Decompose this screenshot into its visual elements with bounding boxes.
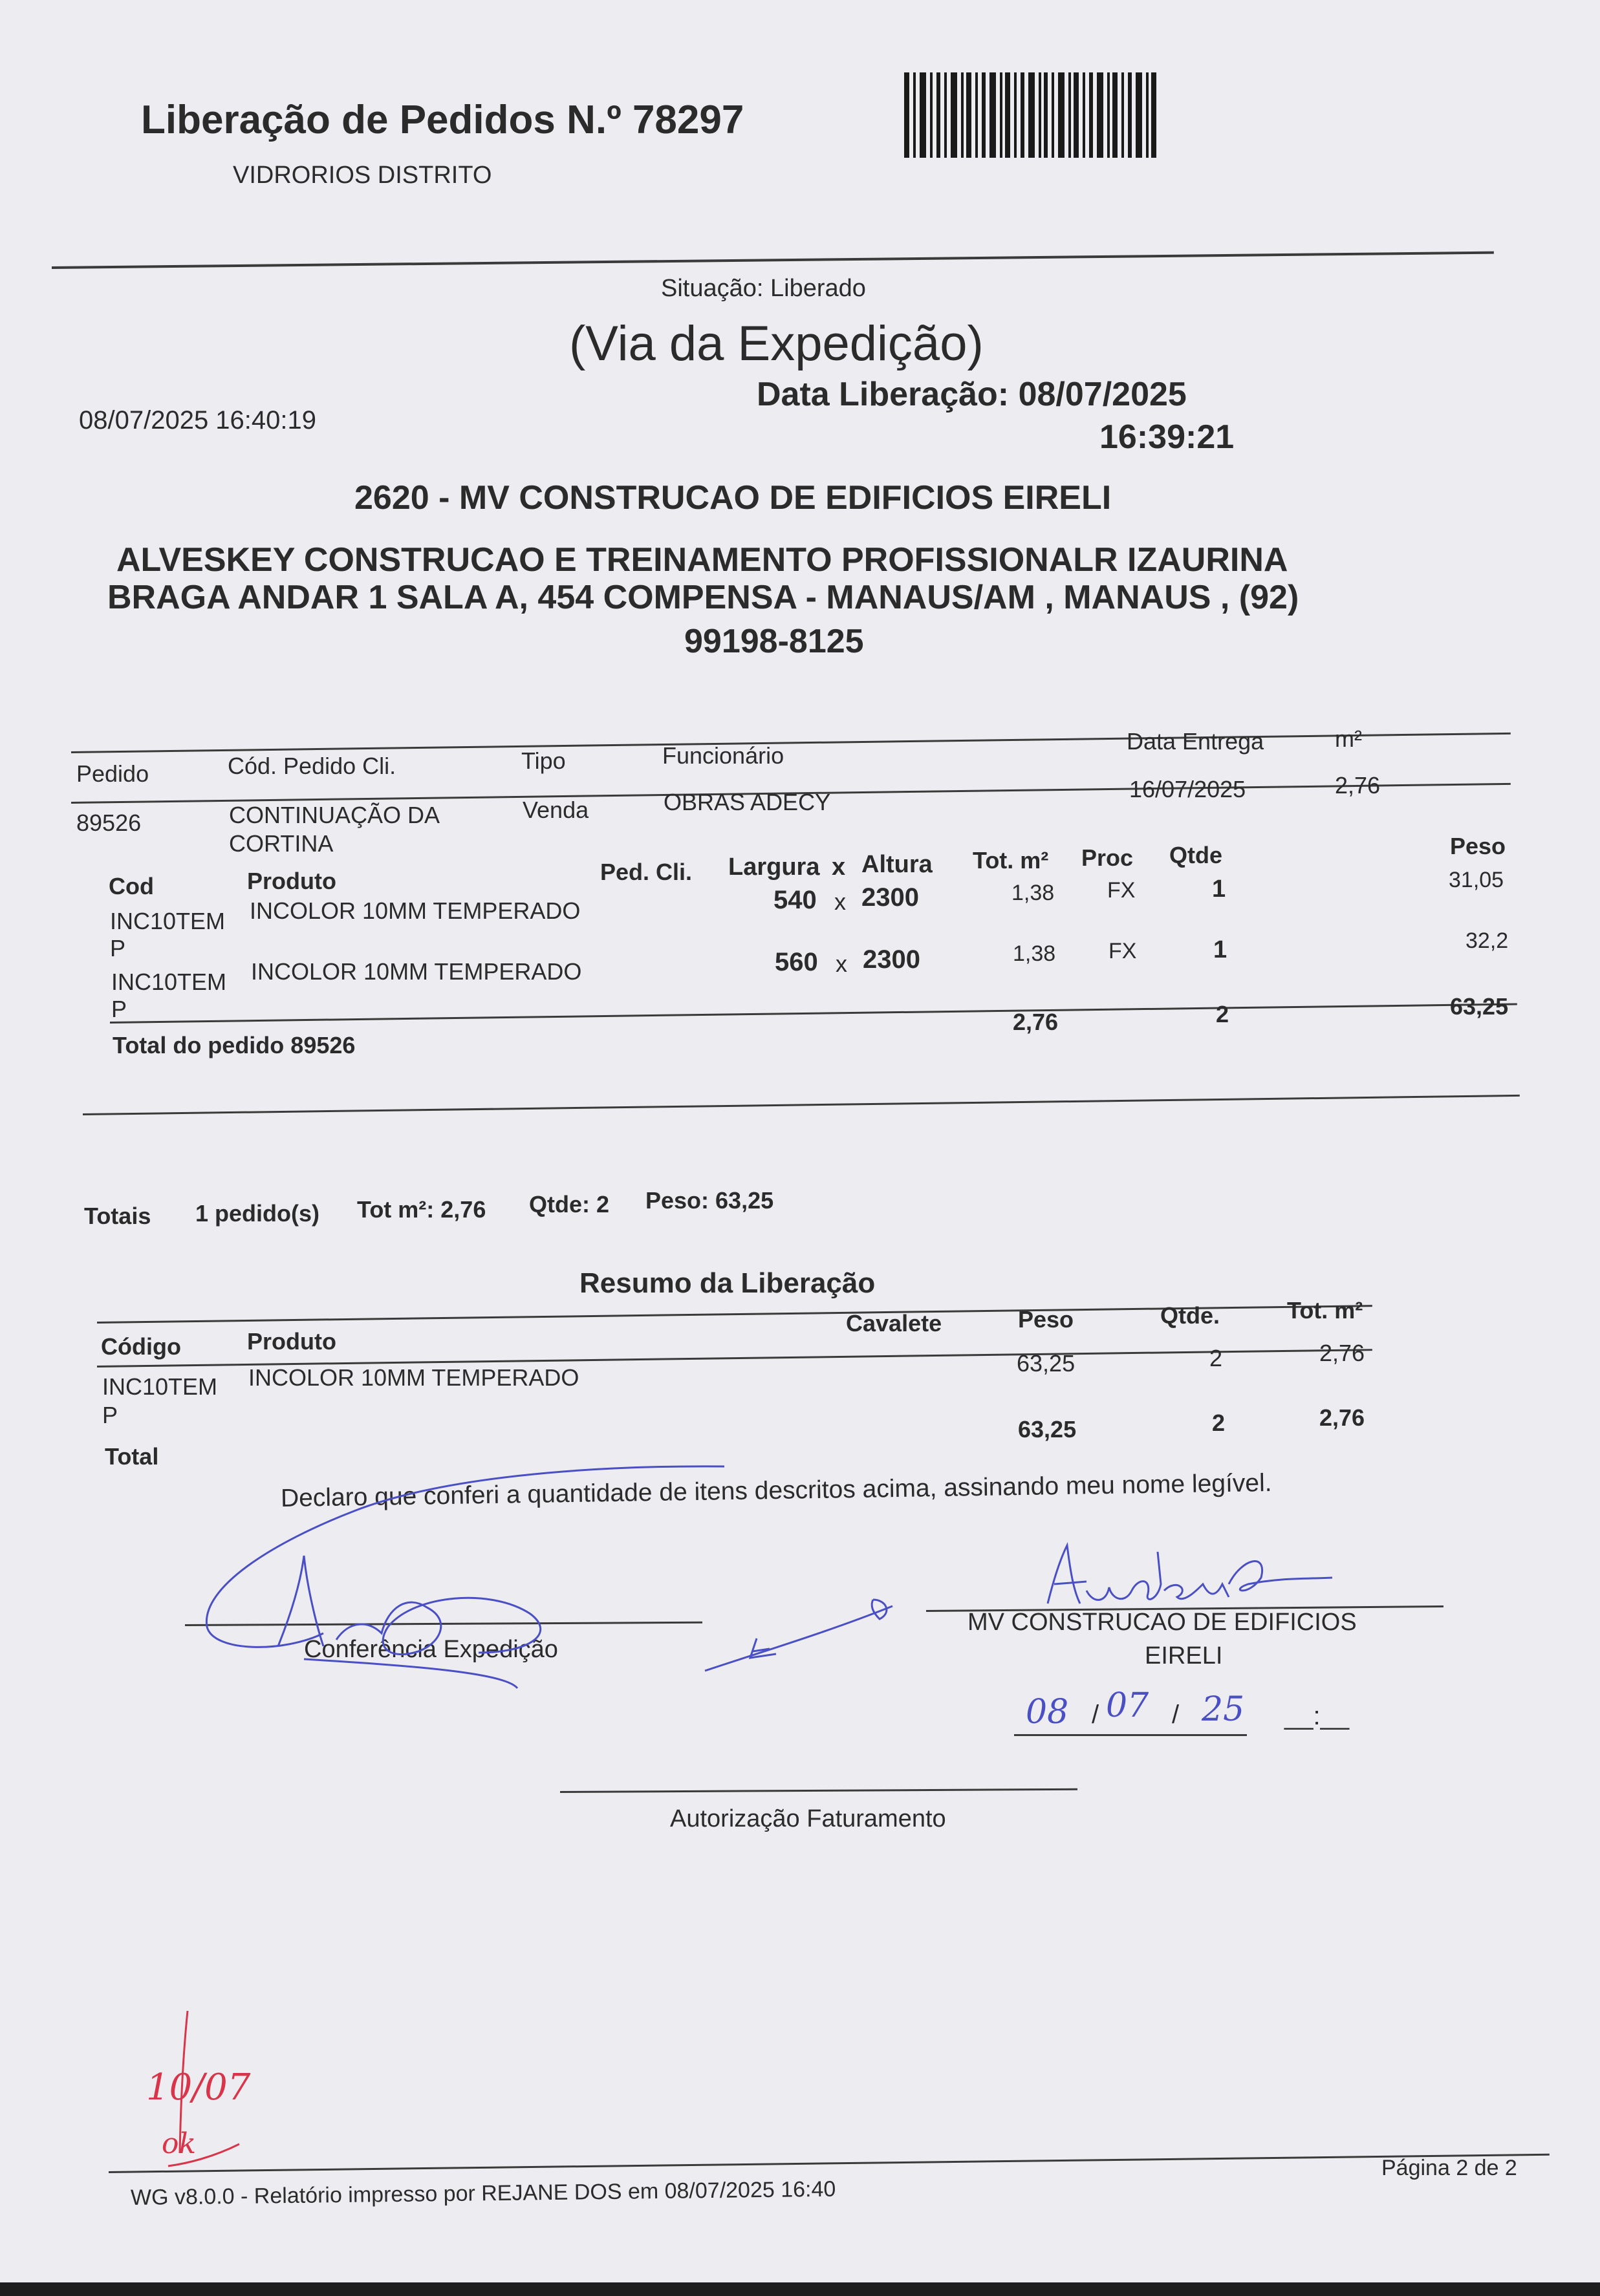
item-cod-cont: P — [111, 996, 127, 1022]
col-header-cod-pedido-cli: Cód. Pedido Cli. — [228, 753, 396, 779]
item-tot-m2: 1,38 — [1013, 941, 1056, 966]
item-header-x: x — [832, 853, 846, 881]
item-qtde: 1 — [1212, 875, 1226, 903]
time-blank: __:__ — [1284, 1702, 1350, 1730]
client-name: 2620 - MV CONSTRUCAO DE EDIFICIOS EIRELI — [354, 479, 1112, 517]
item-cod: INC10TEM — [110, 908, 226, 934]
item-tot-m2: 1,38 — [1011, 881, 1055, 905]
order-total-qtde: 2 — [1216, 1001, 1229, 1027]
item-cod: INC10TEM — [111, 969, 227, 995]
date-separator-1: / — [1092, 1701, 1099, 1729]
resumo-produto: INCOLOR 10MM TEMPERADO — [248, 1364, 579, 1391]
client-phone: 99198-8125 — [684, 623, 864, 660]
resumo-header-qtde: Qtde. — [1160, 1302, 1220, 1329]
totais-label: Totais — [84, 1203, 151, 1229]
signature-date-month: 07 — [1106, 1686, 1149, 1725]
handwritten-note-ok: ok — [162, 2127, 197, 2160]
item-largura: 540 — [773, 886, 817, 914]
item-x: x — [834, 888, 846, 915]
data-liberacao: Data Liberação: 08/07/2025 — [757, 376, 1187, 413]
resumo-total-peso: 63,25 — [1018, 1416, 1077, 1443]
order-total-label: Total do pedido 89526 — [113, 1032, 356, 1058]
col-header-tipo: Tipo — [521, 747, 566, 774]
item-largura: 560 — [775, 948, 818, 976]
item-altura: 2300 — [863, 945, 920, 974]
signature-line-autorizacao — [560, 1788, 1077, 1793]
item-header-proc: Proc — [1081, 844, 1134, 871]
header-divider — [52, 252, 1494, 269]
order-m2: 2,76 — [1335, 772, 1381, 799]
handwritten-note-date: 10/07 — [146, 2066, 251, 2108]
col-header-data-entrega: Data Entrega — [1127, 728, 1264, 755]
signature-company-handwritten — [1035, 1539, 1339, 1623]
signature-label-company-1: MV CONSTRUCAO DE EDIFICIOS — [968, 1609, 1357, 1636]
data-liberacao-time: 16:39:21 — [1099, 418, 1235, 456]
declaration-text: Declaro que conferi a quantidade de itens descritos acima, assinando meu nome legível. — [280, 1468, 1272, 1512]
order-funcionario: OBRAS ADECY — [664, 789, 831, 815]
resumo-qtde: 2 — [1209, 1345, 1223, 1371]
item-header-ped-cli: Ped. Cli. — [600, 859, 693, 885]
item-cod-cont: P — [110, 935, 126, 961]
footer-rule — [109, 2154, 1550, 2173]
item-header-produto: Produto — [247, 868, 336, 894]
totais-peso: Peso: 63,25 — [645, 1187, 774, 1214]
order-total-tot-m2: 2,76 — [1013, 1009, 1059, 1035]
resumo-header-peso: Peso — [1018, 1306, 1074, 1333]
order-data-entrega: 16/07/2025 — [1129, 776, 1246, 802]
item-header-altura: Altura — [861, 851, 933, 878]
resumo-header-codigo: Código — [101, 1333, 181, 1360]
document-title: Liberação de Pedidos N.º 78297 — [141, 98, 744, 142]
signature-label-autorizacao: Autorização Faturamento — [670, 1805, 946, 1832]
resumo-title: Resumo da Liberação — [579, 1267, 876, 1299]
client-address-line1: ALVESKEY CONSTRUCAO E TREINAMENTO PROFISSIONALR IZAURINA — [116, 541, 1288, 579]
totais-tot-m2: Tot m²: 2,76 — [357, 1196, 486, 1223]
col-header-funcionario: Funcionário — [662, 742, 784, 769]
signature-conferencia-handwritten — [194, 1459, 737, 1691]
item-header-tot-m2: Tot. m² — [973, 847, 1049, 874]
date-separator-2: / — [1172, 1701, 1180, 1729]
col-header-pedido: Pedido — [76, 760, 149, 787]
resumo-header-cavalete: Cavalete — [846, 1310, 942, 1336]
col-header-m2: m² — [1335, 725, 1362, 752]
order-table-top-rule — [71, 733, 1511, 753]
order-tipo: Venda — [523, 797, 589, 823]
item-proc: FX — [1107, 878, 1136, 903]
item-header-largura: Largura — [728, 853, 820, 881]
footer-page-number: Página 2 de 2 — [1381, 2156, 1517, 2180]
barcode-image — [904, 72, 1158, 158]
signature-date-year: 25 — [1202, 1690, 1245, 1729]
footer-printed-by: WG v8.0.0 - Relatório impresso por REJANE DOS em 08/07/2025 16:40 — [130, 2176, 836, 2210]
resumo-codigo: INC10TEM — [102, 1373, 218, 1400]
resumo-total-label: Total — [105, 1443, 159, 1470]
resumo-peso: 63,25 — [1017, 1350, 1076, 1377]
printed-timestamp: 08/07/2025 16:40:19 — [79, 406, 317, 435]
order-cod-pedido-cli-2: CORTINA — [229, 830, 334, 857]
resumo-header-tot-m2: Tot. m² — [1287, 1297, 1363, 1324]
item-x: x — [836, 950, 847, 977]
situacao-status: Situação: Liberado — [661, 275, 866, 302]
order-cod-pedido-cli-1: CONTINUAÇÃO DA — [229, 802, 440, 828]
totais-pedidos: 1 pedido(s) — [195, 1200, 320, 1227]
item-produto: INCOLOR 10MM TEMPERADO — [250, 897, 581, 924]
order-total-rule — [110, 1003, 1517, 1024]
order-section-bottom-rule — [83, 1095, 1520, 1115]
item-header-cod: Cod — [109, 873, 154, 899]
date-underline — [1014, 1734, 1247, 1736]
signature-date-day: 08 — [1026, 1693, 1069, 1732]
resumo-total-qtde: 2 — [1212, 1410, 1226, 1436]
item-proc: FX — [1108, 939, 1137, 963]
signature-label-conferencia: Conferência Expedição — [304, 1636, 558, 1663]
item-header-peso: Peso — [1450, 833, 1506, 859]
initial-mark-handwritten — [698, 1587, 905, 1677]
signature-label-company-2: EIRELI — [1145, 1642, 1223, 1669]
handwritten-check-mark — [162, 2011, 252, 2179]
totais-qtde: Qtde: 2 — [529, 1191, 610, 1218]
via-label: (Via da Expedição) — [569, 316, 984, 371]
order-total-peso: 63,25 — [1450, 993, 1509, 1020]
resumo-total-tot-m2: 2,76 — [1319, 1404, 1365, 1431]
order-pedido: 89526 — [76, 810, 142, 836]
resumo-header-produto: Produto — [247, 1328, 336, 1355]
item-produto: INCOLOR 10MM TEMPERADO — [251, 958, 582, 985]
client-address-line2: BRAGA ANDAR 1 SALA A, 454 COMPENSA - MANAUS/AM , MANAUS , (92) — [107, 579, 1299, 616]
item-altura: 2300 — [861, 883, 919, 912]
item-qtde: 1 — [1213, 936, 1227, 963]
company-name: VIDRORIOS DISTRITO — [233, 162, 492, 189]
resumo-codigo-cont: P — [102, 1402, 118, 1428]
item-header-qtde: Qtde — [1169, 842, 1223, 868]
resumo-tot-m2: 2,76 — [1319, 1340, 1365, 1366]
item-peso: 31,05 — [1449, 868, 1504, 892]
item-peso: 32,2 — [1465, 928, 1509, 953]
